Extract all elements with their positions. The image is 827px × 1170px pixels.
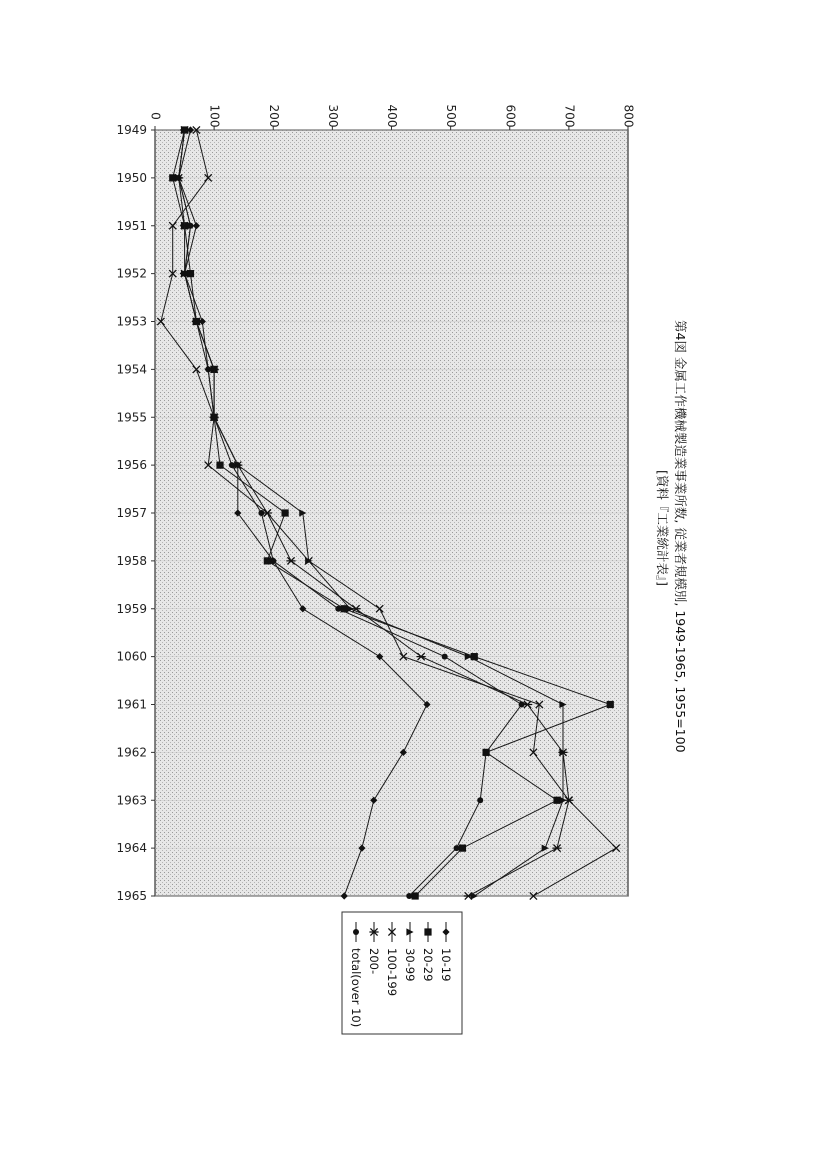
legend-label: 100-199	[385, 948, 399, 997]
legend	[342, 912, 462, 1034]
category-tick-label: 1952	[116, 266, 147, 281]
category-tick-label: 1954	[116, 362, 147, 377]
value-tick-label: 300	[325, 104, 340, 128]
category-tick-label: 1949	[116, 123, 147, 137]
data-point	[193, 319, 199, 325]
data-point	[205, 366, 211, 372]
category-tick-label: 1964	[116, 841, 147, 856]
legend-label: 10-19	[439, 948, 453, 982]
data-point	[459, 845, 466, 852]
legend-swatch-marker	[353, 929, 359, 935]
data-point	[211, 414, 217, 420]
data-point	[412, 892, 419, 899]
chart-title-text: 第4図 金属工作機械製造業事業所数, 従業者規模別, 1949-1965, 1955=100	[673, 320, 688, 753]
category-tick-label: 1060	[116, 649, 147, 664]
legend-swatch-marker	[424, 928, 431, 935]
legend-label: total(over 10)	[349, 948, 363, 1028]
value-tick-label: 200	[266, 104, 281, 128]
value-tick-label: 600	[503, 104, 518, 128]
category-tick-label: 1957	[116, 506, 147, 520]
data-point	[519, 702, 525, 708]
data-point	[258, 510, 264, 516]
category-tick-label: 1950	[116, 170, 147, 185]
category-tick-label: 1959	[116, 601, 147, 616]
category-tick-label: 1953	[116, 314, 147, 329]
data-point	[216, 462, 223, 469]
data-point	[229, 462, 235, 468]
chart-title	[655, 320, 688, 753]
legend-label: 20-29	[421, 948, 435, 982]
data-point	[270, 558, 276, 564]
category-tick-label: 1961	[116, 697, 147, 712]
value-tick-label: 800	[621, 104, 636, 128]
category-tick-label: 1963	[116, 793, 147, 808]
data-point	[182, 271, 188, 277]
value-tick-label: 500	[444, 104, 459, 128]
data-point	[477, 797, 483, 803]
data-point	[281, 509, 288, 516]
data-point	[607, 701, 614, 708]
legend-label: 30-99	[403, 948, 417, 982]
data-point	[442, 654, 448, 660]
value-tick-label: 100	[207, 104, 222, 128]
category-tick-label: 1951	[116, 218, 147, 233]
data-point	[483, 749, 489, 755]
category-tick-label: 1955	[116, 410, 147, 425]
data-point	[187, 223, 193, 229]
category-tick-label: 1962	[116, 745, 147, 760]
data-point	[454, 845, 460, 851]
legend-label: 200-	[367, 948, 381, 975]
data-point	[264, 557, 271, 564]
data-point	[182, 127, 188, 133]
value-tick-label: 0	[148, 112, 163, 120]
value-tick-label: 400	[385, 104, 399, 128]
category-tick-label: 1958	[116, 553, 147, 568]
data-point	[406, 893, 412, 899]
category-tick-label: 1965	[116, 889, 147, 903]
chart-subtitle-text: [資料『工業統計表』]	[655, 470, 670, 587]
category-tick-label: 1956	[116, 458, 147, 473]
data-point	[176, 175, 182, 181]
data-point	[335, 606, 341, 612]
value-tick-label: 700	[562, 104, 577, 128]
